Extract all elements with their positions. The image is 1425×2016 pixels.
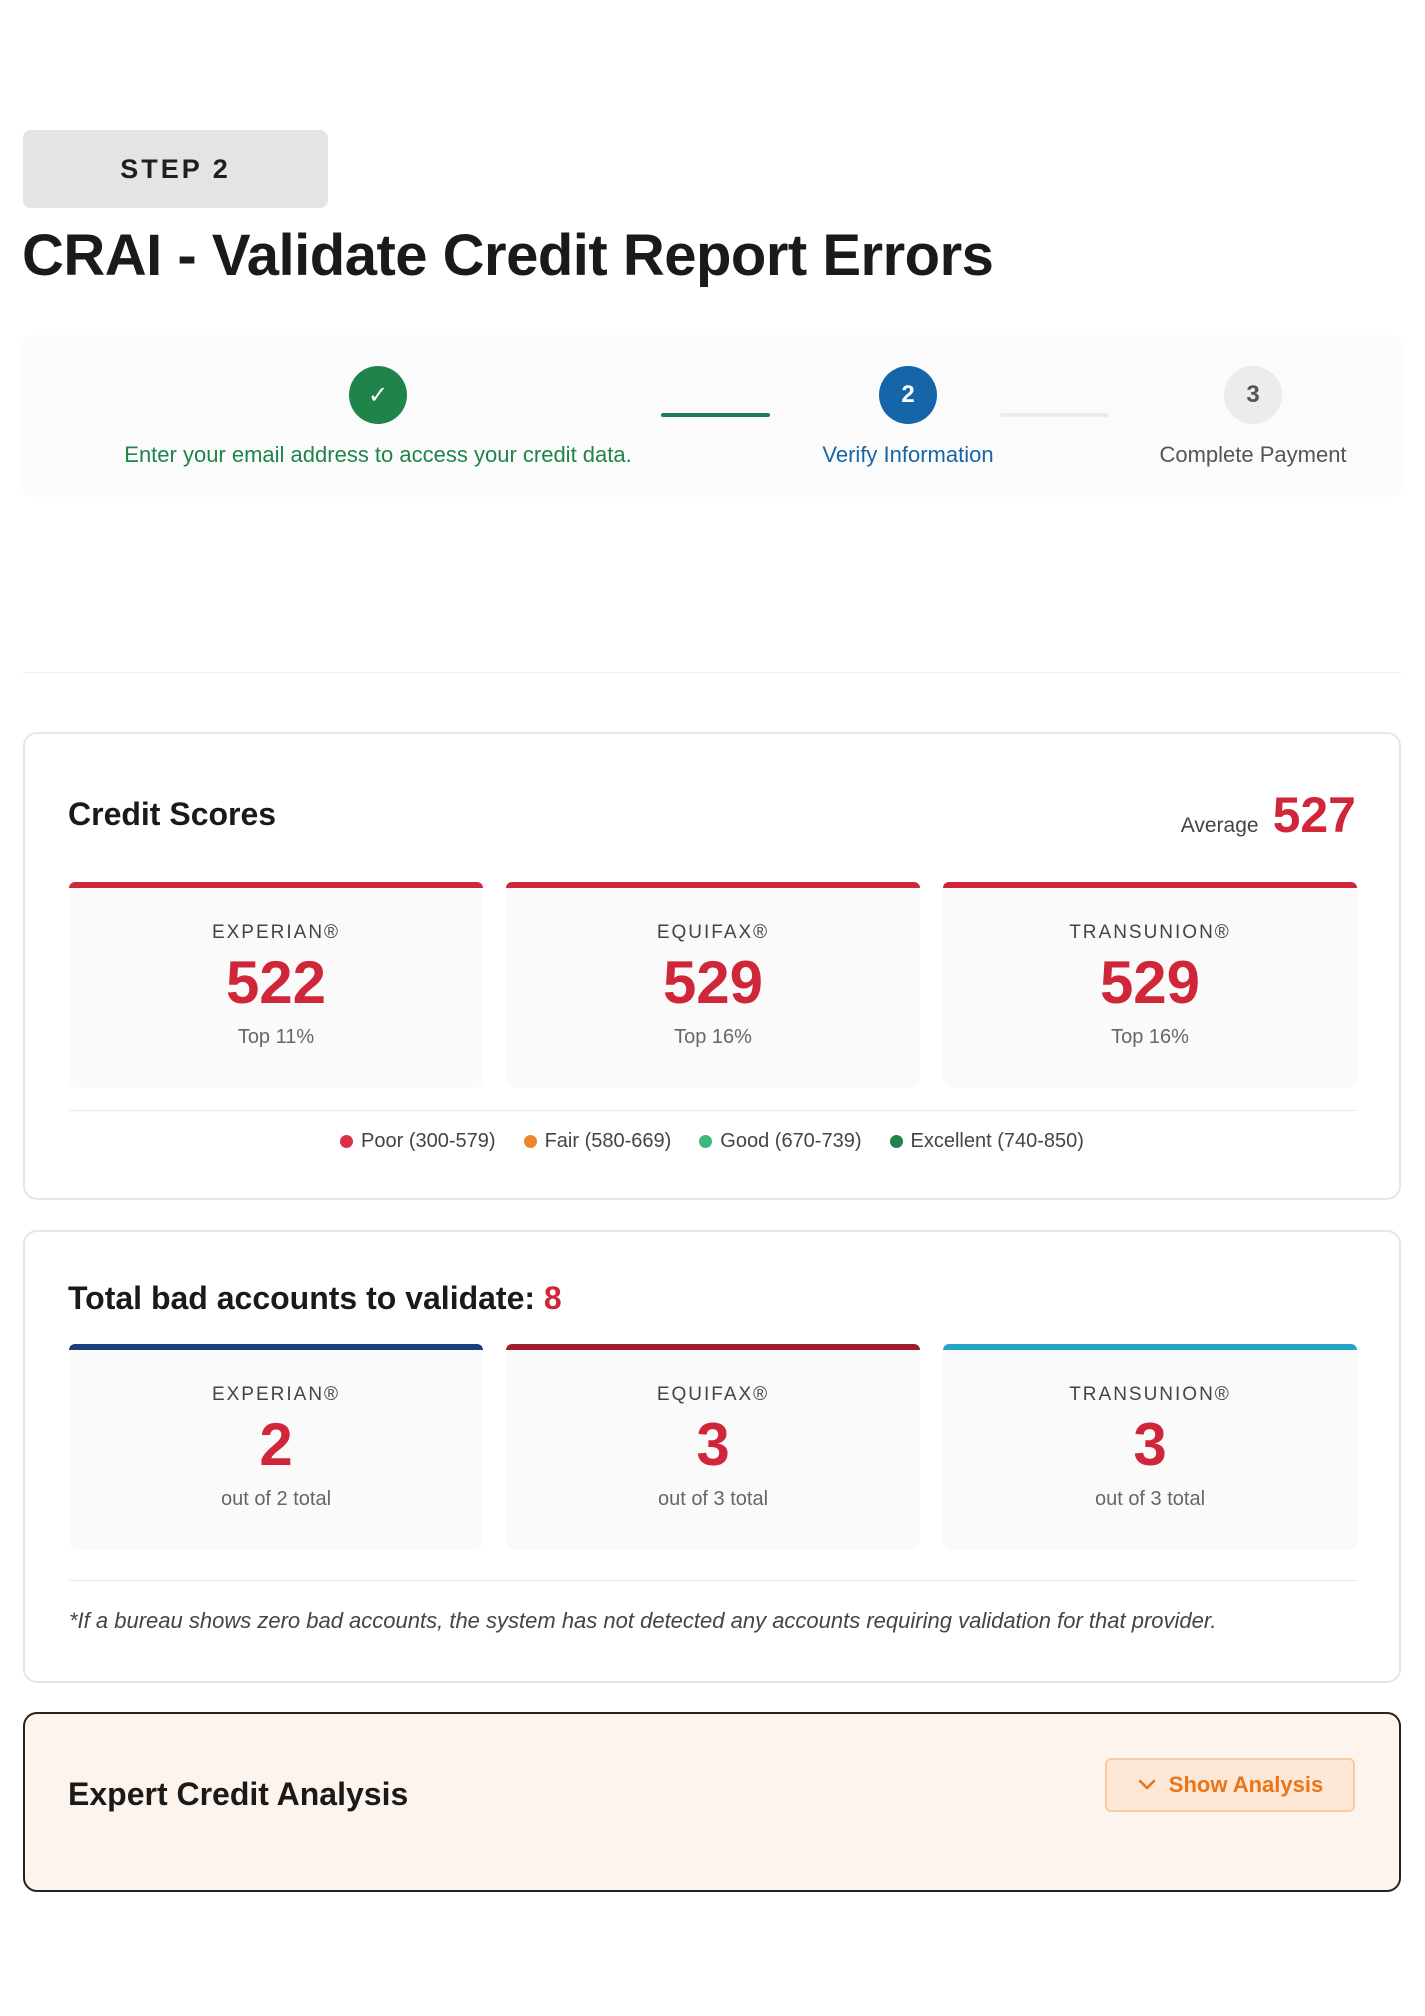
bad-accounts-heading <box>68 1280 562 1317</box>
step-number-circle: 2 <box>879 366 937 424</box>
show-analysis-button[interactable] <box>1105 1758 1355 1812</box>
expert-analysis-heading: Expert Credit Analysis <box>68 1776 409 1812</box>
bad-account-count: 2 <box>259 1411 293 1478</box>
legend-item-good <box>699 1130 861 1153</box>
legend-label: Fair (580-669) <box>544 1130 672 1152</box>
stepper-step-label: Verify Information <box>822 442 994 467</box>
panel-separator <box>69 1580 1357 1581</box>
credit-score: 522 <box>225 949 327 1016</box>
bureau-name: EQUIFAX® <box>656 922 770 943</box>
bad-account-count: 3 <box>1133 1411 1167 1478</box>
bad-account-total: out of 3 total <box>1094 1488 1206 1510</box>
bureau-name: EQUIFAX® <box>656 1384 770 1405</box>
card-accent-bar <box>506 882 920 888</box>
card-accent-bar <box>943 1344 1357 1350</box>
score-card-experian <box>69 882 483 1088</box>
card-accent-bar <box>69 1344 483 1350</box>
credit-score: 529 <box>1099 949 1201 1016</box>
legend-dot-icon <box>340 1135 353 1148</box>
bad-account-count: 3 <box>696 1411 730 1478</box>
bad-card-equifax <box>506 1344 920 1550</box>
legend-label: Good (670-739) <box>720 1130 862 1152</box>
stepper-step-label: Complete Payment <box>1159 442 1347 467</box>
average-label: Average <box>1180 814 1259 837</box>
bad-account-total: out of 2 total <box>220 1488 332 1510</box>
credit-scores-panel <box>23 732 1401 1200</box>
panel-separator <box>69 1110 1357 1111</box>
stepper-step-verify <box>768 366 1048 468</box>
bureau-name: EXPERIAN® <box>211 1384 341 1405</box>
legend-item-poor <box>340 1130 496 1153</box>
stepper-step-payment <box>1123 366 1383 468</box>
bad-accounts-panel <box>23 1230 1401 1683</box>
stepper-step-email <box>98 366 658 468</box>
section-divider <box>23 672 1401 673</box>
legend-dot-icon <box>524 1135 537 1148</box>
credit-score: 529 <box>662 949 764 1016</box>
chevron-down-icon <box>1137 1778 1157 1792</box>
score-rank: Top 16% <box>674 1026 752 1048</box>
average-value: 527 <box>1272 787 1356 843</box>
legend-dot-icon <box>890 1135 903 1148</box>
legend-label: Poor (300-579) <box>361 1130 496 1152</box>
bad-accounts-footnote: *If a bureau shows zero bad accounts, the system has not detected any accounts requiring validation for that provider. <box>69 1608 1217 1633</box>
expert-analysis-panel <box>23 1712 1401 1892</box>
score-card-transunion <box>943 882 1357 1088</box>
score-rank: Top 16% <box>1111 1026 1189 1048</box>
credit-scores-heading: Credit Scores <box>68 796 277 832</box>
bureau-name: EXPERIAN® <box>211 922 341 943</box>
card-accent-bar <box>943 882 1357 888</box>
average-score <box>1181 786 1356 844</box>
stepper-step-label: Enter your email address to access your credit data. <box>124 442 632 467</box>
legend-item-fair <box>524 1130 672 1153</box>
bad-card-experian <box>69 1344 483 1550</box>
check-icon: ✓ <box>349 366 407 424</box>
step-number-circle: 3 <box>1224 366 1282 424</box>
page-title: CRAI - Validate Credit Report Errors <box>22 223 994 288</box>
stepper-connector-complete <box>661 413 770 417</box>
bad-card-transunion <box>943 1344 1357 1550</box>
bad-account-total: out of 3 total <box>657 1488 769 1510</box>
bad-accounts-heading-text: Total bad accounts to validate: <box>68 1280 536 1316</box>
score-legend <box>25 1130 1399 1153</box>
card-accent-bar <box>506 1344 920 1350</box>
progress-stepper <box>23 338 1401 494</box>
score-rank: Top 11% <box>237 1026 315 1048</box>
legend-item-excellent <box>890 1130 1084 1153</box>
show-analysis-label: Show Analysis <box>1168 1772 1324 1797</box>
bad-accounts-total: 8 <box>543 1280 562 1316</box>
score-card-equifax <box>506 882 920 1088</box>
legend-label: Excellent (740-850) <box>910 1130 1084 1152</box>
bureau-name: TRANSUNION® <box>1069 1384 1231 1405</box>
card-accent-bar <box>69 882 483 888</box>
legend-dot-icon <box>699 1135 712 1148</box>
step-badge: STEP 2 <box>23 130 328 208</box>
bureau-name: TRANSUNION® <box>1069 922 1231 943</box>
